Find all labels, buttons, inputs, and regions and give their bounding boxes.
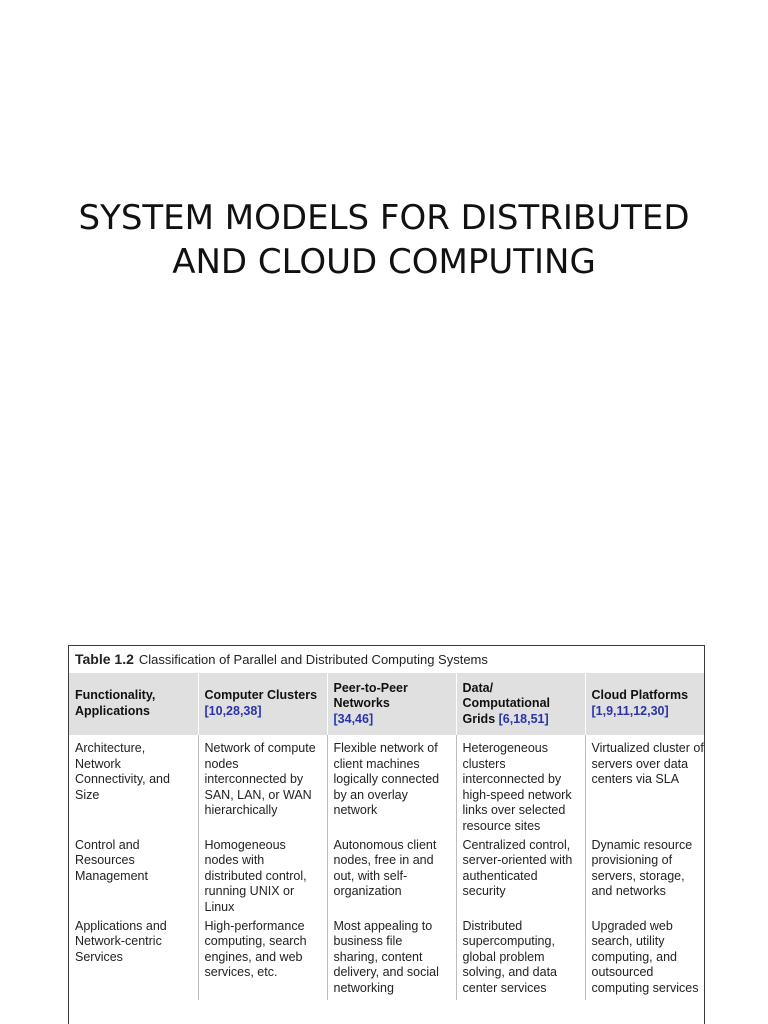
table-cell: Control and Resources Management: [75, 837, 148, 883]
header-cloud-platforms: [585, 673, 705, 735]
header-functionality: [69, 673, 198, 735]
table-header-row: [69, 673, 705, 735]
table-row: [69, 838, 705, 919]
table-cell: Centralized control, server-oriented with authenticated security: [456, 838, 585, 919]
table-row: [69, 919, 705, 1000]
table-row: [69, 735, 705, 838]
table-cell: Flexible network of client machines logically connected by an overlay network: [327, 735, 456, 838]
header-peer-to-peer: [327, 673, 456, 735]
header-reference: [10,28,38]: [204, 704, 262, 718]
header-reference: [34,46]: [333, 711, 374, 726]
table-cell: Heterogeneous clusters interconnected by high-speed network links over selected resource sites: [456, 735, 585, 838]
table-caption-label: Table 1.2: [75, 651, 134, 667]
slide-title: [0, 196, 768, 284]
header-computer-clusters: [198, 673, 327, 735]
header-label: Computer Clusters: [204, 688, 318, 703]
header-reference: [1,9,11,12,30]: [591, 704, 669, 718]
table-cell: High-performance computing, search engines, and web services, etc.: [198, 919, 327, 1000]
header-reference: [6,18,51]: [498, 711, 549, 726]
classification-table-figure: [68, 645, 705, 1024]
slide-title-line-1: SYSTEM MODELS FOR DISTRIBUTED: [78, 198, 690, 238]
table-cell: Autonomous client nodes, free in and out, with self-organization: [327, 838, 456, 919]
table-cell: Applications and Network-centric Services: [75, 918, 167, 964]
header-data-computational-grids: [456, 673, 585, 735]
table-cell: Homogeneous nodes with distributed control, running UNIX or Linux: [198, 838, 327, 919]
table-cell: Dynamic resource provisioning of servers, storage, and networks: [585, 838, 705, 919]
table-caption-text: Classification of Parallel and Distributed Computing Systems: [138, 652, 488, 667]
classification-table: [69, 673, 705, 1000]
table-cell: Network of compute nodes interconnected by SAN, LAN, or WAN hierarchically: [198, 735, 327, 838]
header-label: Cloud Platforms: [591, 688, 689, 703]
header-label: Functionality, Applications: [75, 688, 156, 718]
table-caption: [69, 646, 704, 673]
table-cell: Virtualized cluster of servers over data centers via SLA: [585, 735, 705, 838]
header-label: Data/ Computational Grids: [462, 680, 550, 726]
table-cell: Most appealing to business file sharing, content delivery, and social networking: [327, 919, 456, 1000]
table-cell: Architecture, Network Connectivity, and Size: [75, 741, 170, 802]
table-cell: Distributed supercomputing, global problem solving, and data center services: [456, 919, 585, 1000]
table-cell: Upgraded web search, utility computing, and outsourced computing services: [585, 919, 705, 1000]
slide-title-line-2: AND CLOUD COMPUTING: [172, 242, 596, 282]
header-label: Peer-to-Peer Networks: [333, 680, 408, 711]
